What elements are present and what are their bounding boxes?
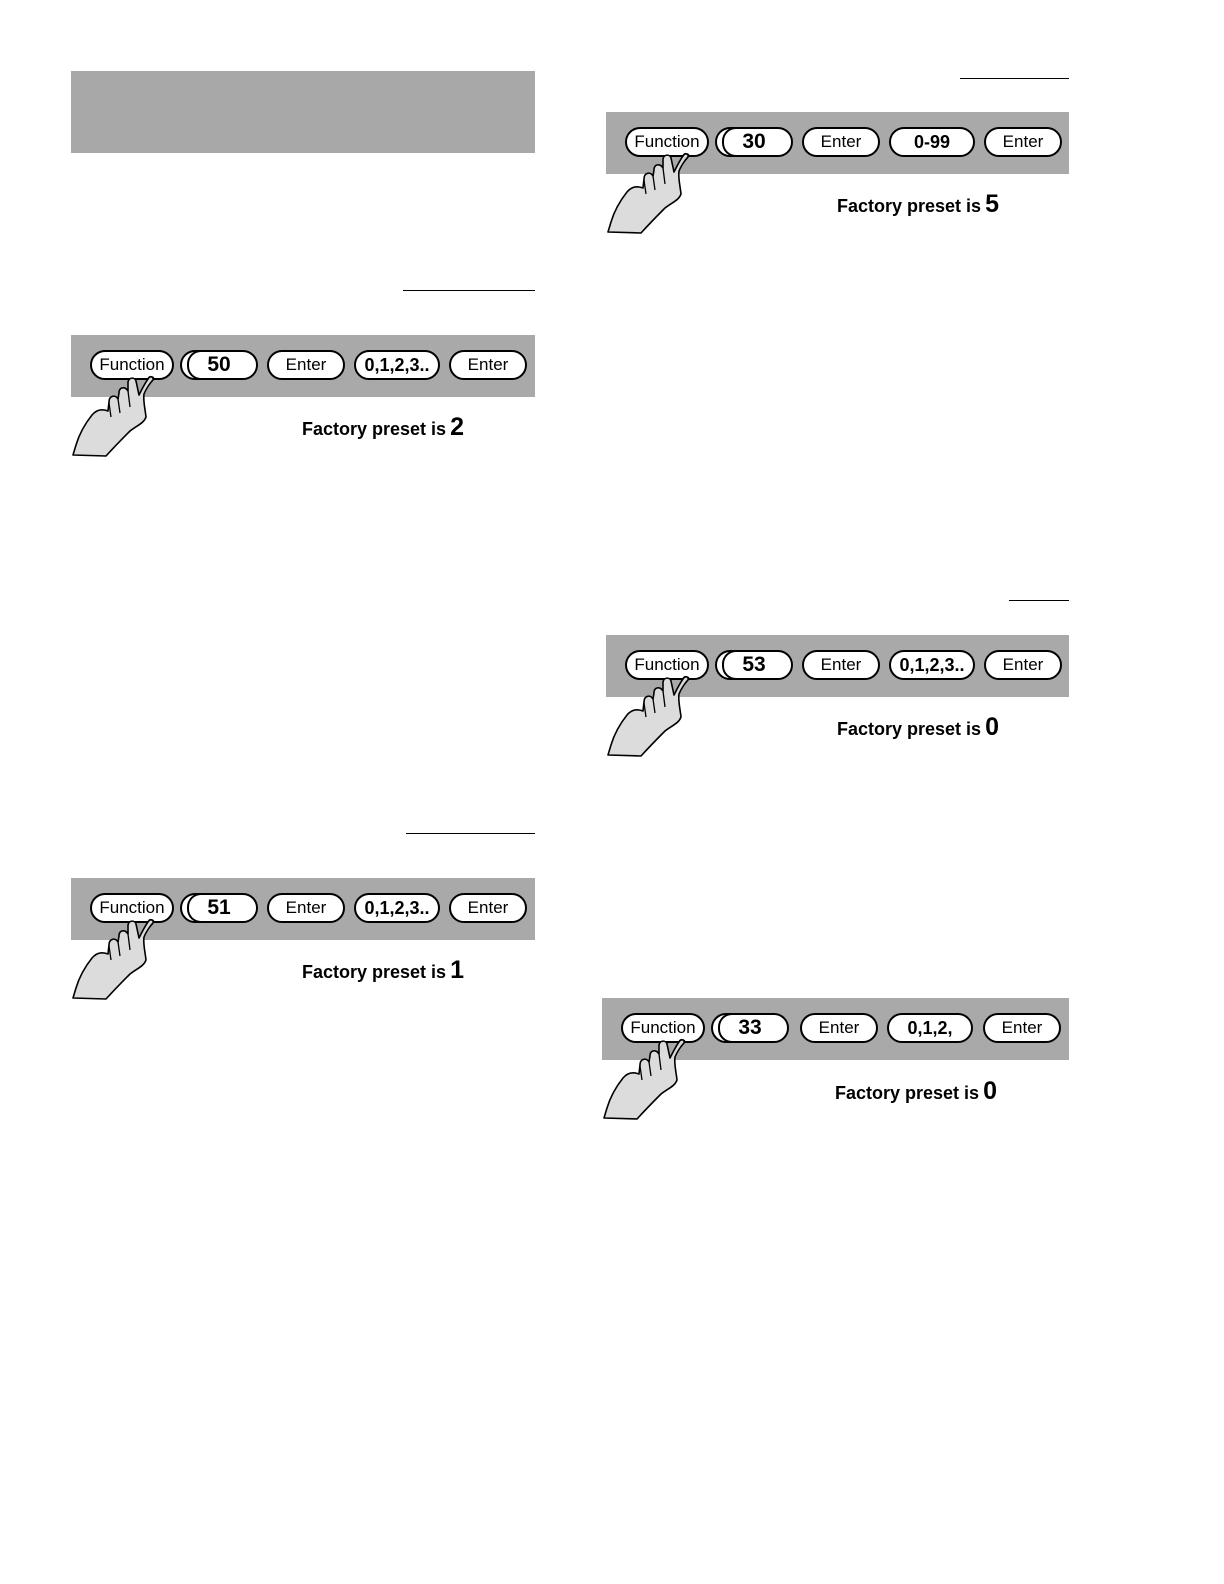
- preset-value: 5: [985, 190, 999, 218]
- code-button[interactable]: 50: [180, 350, 258, 380]
- preset-value: 0: [985, 713, 999, 741]
- preset-value: 0: [983, 1077, 997, 1105]
- section-rule-1: [403, 290, 535, 291]
- pointing-hand-icon: [72, 888, 164, 1006]
- preset-label: Factory preset is: [302, 962, 447, 982]
- pointing-hand-icon: [607, 122, 699, 240]
- enter-button[interactable]: Enter: [267, 893, 345, 923]
- preset-value: 2: [450, 413, 464, 441]
- factory-preset: [837, 190, 999, 219]
- section-rule-4: [1009, 600, 1069, 601]
- value-button[interactable]: 0,1,2,3..: [354, 893, 440, 923]
- factory-preset: [835, 1077, 997, 1106]
- value-button[interactable]: 0,1,2,3..: [889, 650, 975, 680]
- function-button[interactable]: Function: [90, 893, 174, 923]
- enter-confirm-button[interactable]: Enter: [984, 650, 1062, 680]
- preset-value: 1: [450, 956, 464, 984]
- code-button[interactable]: 33: [711, 1013, 789, 1043]
- factory-preset: [837, 713, 999, 742]
- enter-button[interactable]: Enter: [802, 650, 880, 680]
- preset-label: Factory preset is: [837, 719, 982, 739]
- enter-button[interactable]: Enter: [802, 127, 880, 157]
- factory-preset: [302, 956, 464, 985]
- factory-preset: [302, 413, 464, 442]
- code-button[interactable]: 30: [715, 127, 793, 157]
- value-button[interactable]: 0,1,2,3..: [354, 350, 440, 380]
- value-button[interactable]: 0-99: [889, 127, 975, 157]
- enter-button[interactable]: Enter: [800, 1013, 878, 1043]
- pointing-hand-icon: [607, 645, 699, 763]
- enter-button[interactable]: Enter: [267, 350, 345, 380]
- function-button[interactable]: Function: [625, 127, 709, 157]
- section-rule-3: [960, 78, 1069, 79]
- preset-label: Factory preset is: [837, 196, 982, 216]
- pointing-hand-icon: [72, 345, 164, 463]
- enter-confirm-button[interactable]: Enter: [983, 1013, 1061, 1043]
- value-button[interactable]: 0,1,2,: [887, 1013, 973, 1043]
- preset-label: Factory preset is: [835, 1083, 980, 1103]
- code-button[interactable]: 53: [715, 650, 793, 680]
- pointing-hand-icon: [603, 1008, 695, 1126]
- function-button[interactable]: Function: [90, 350, 174, 380]
- enter-confirm-button[interactable]: Enter: [449, 893, 527, 923]
- preset-label: Factory preset is: [302, 419, 447, 439]
- header-box: [71, 71, 535, 153]
- function-button[interactable]: Function: [621, 1013, 705, 1043]
- enter-confirm-button[interactable]: Enter: [449, 350, 527, 380]
- enter-confirm-button[interactable]: Enter: [984, 127, 1062, 157]
- code-button[interactable]: 51: [180, 893, 258, 923]
- section-rule-2: [406, 833, 535, 834]
- function-button[interactable]: Function: [625, 650, 709, 680]
